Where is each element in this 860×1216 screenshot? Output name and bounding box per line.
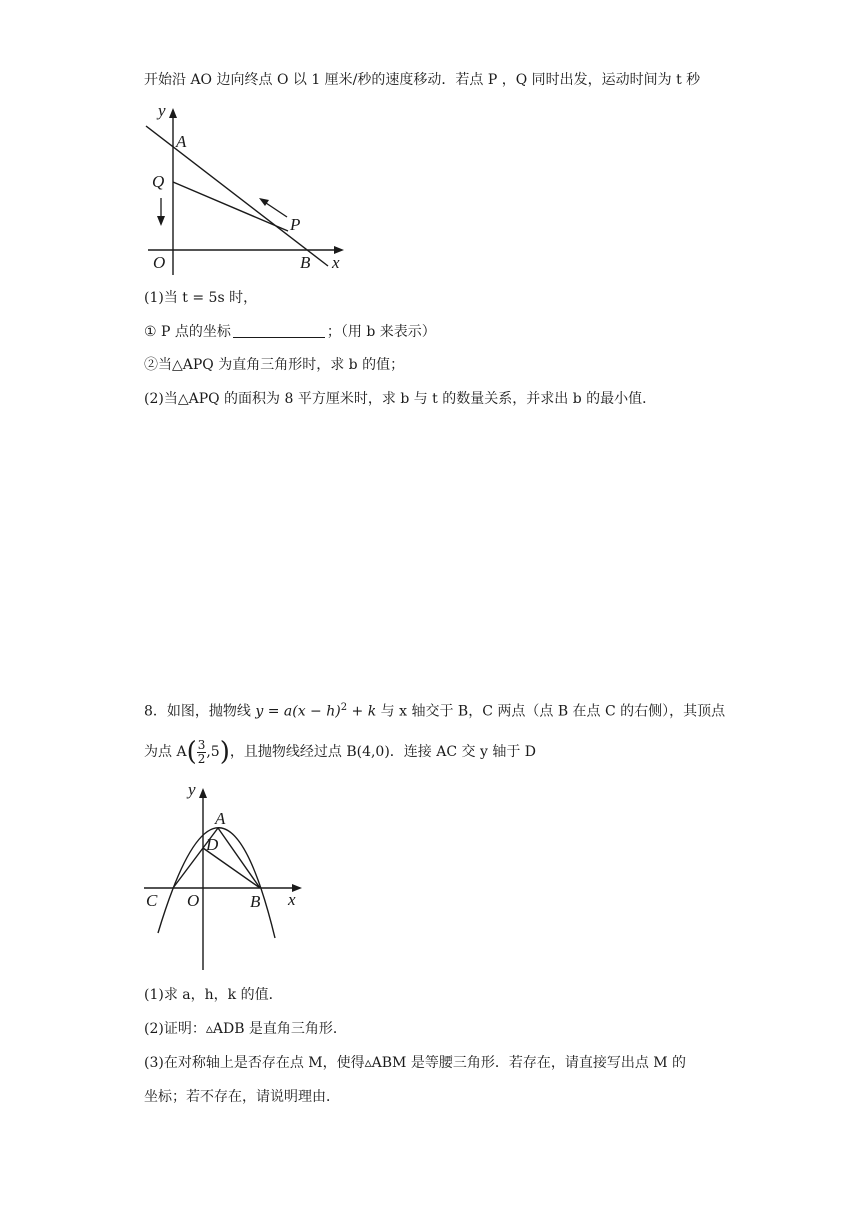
q7-label-o: O: [153, 253, 166, 272]
q7-y-arrow: [169, 108, 177, 118]
q8-figure: [140, 780, 310, 975]
q8-label-d: D: [206, 835, 219, 854]
q8-y-arrow: [199, 788, 207, 798]
q8-exponent: 2: [340, 702, 348, 713]
q8-intro: [144, 698, 725, 722]
q7-part2: (2)当△APQ 的面积为 8 平方厘米时，求 b 与 t 的数量关系，并求出 b 的最小值．: [144, 391, 657, 407]
q8-label-o: O: [187, 891, 200, 910]
q8-vertex-tail: ,5: [206, 744, 220, 760]
q7-label-x: x: [332, 253, 340, 272]
q7-sub2: ②当△APQ 为直角三角形时，求 b 的值；: [144, 357, 405, 373]
q7-label-a: A: [176, 132, 187, 151]
q8-part1: (1)求 a，h，k 的值．: [144, 987, 283, 1003]
q8-part2: (2)证明：▵ADB 是直角三角形．: [144, 1021, 347, 1037]
q8-line-ab: [218, 828, 260, 888]
q8-label-b: B: [250, 892, 261, 911]
q8-part3a: (3)在对称轴上是否存在点 M，使得▵ABM 是等腰三角形．若存在，请直接写出点 M 的: [144, 1055, 687, 1071]
q8-intro-pre: 8．如图，抛物线: [144, 703, 256, 720]
q7-sub1-post: ；（用 b 来表示）: [326, 324, 436, 340]
q8-equation: y = a(x − h): [255, 703, 341, 720]
q8-line-db: [203, 848, 260, 888]
q7-line1: 开始沿 AO 边向终点 O 以 1 厘米/秒的速度移动．若点 P ，Q 同时出发，运动时间为 t 秒: [144, 72, 701, 88]
q8-frac-num: 3: [197, 737, 206, 752]
q8-label-x: x: [288, 890, 296, 909]
q7-sub1-pre: ① P 点的坐标: [144, 324, 231, 340]
q8-label-a: A: [215, 809, 226, 828]
q8-equation-tail: + k: [347, 703, 377, 720]
q8-label-y: y: [188, 780, 196, 799]
q8-label-c: C: [146, 891, 158, 910]
q8-part3b: 坐标；若不存在，请说明理由．: [144, 1089, 340, 1105]
answer-blank: [233, 323, 325, 338]
q7-part1: (1)当 t = 5s 时，: [144, 290, 258, 306]
q8-fraction: [197, 739, 207, 766]
q7-label-q: Q: [152, 172, 165, 191]
q7-sub1: [144, 322, 436, 342]
q8-vertex-post: ，且抛物线经过点 B(4,0)．连接 AC 交 y 轴于 D: [229, 744, 537, 760]
q8-vertex-pre: 为点 A: [144, 744, 187, 760]
q8-frac-den: 2: [197, 751, 206, 766]
q7-label-b: B: [300, 253, 311, 272]
q8-vertex-line: 为点 A( $\frac{3}{2}$ ,5)，且抛物线经过点 B(4,0)．连接 AC 交 y 轴于 D: [144, 737, 537, 767]
q7-figure: [140, 100, 350, 280]
q7-label-y: y: [158, 101, 166, 120]
q7-label-p: P: [290, 215, 301, 234]
q8-intro-post: 与 x 轴交于 B，C 两点（点 B 在点 C 的右侧），其顶点: [376, 703, 726, 720]
